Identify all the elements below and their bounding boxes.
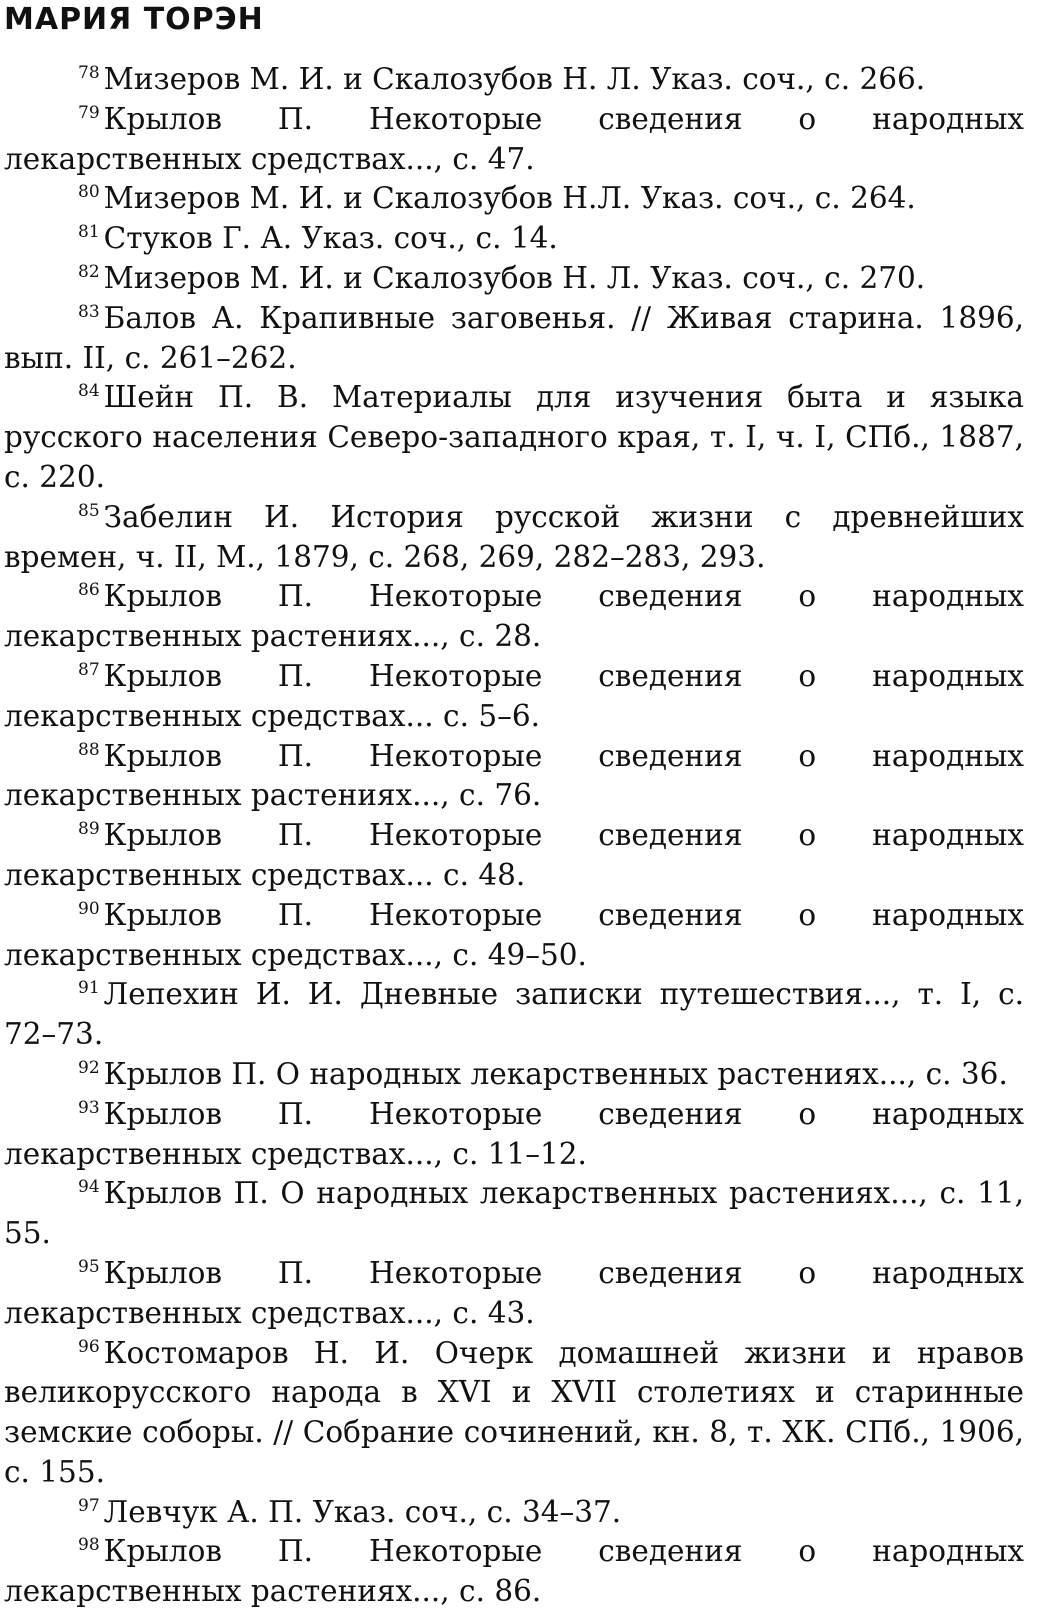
footnote	[4, 1055, 1024, 1095]
footnote-number: 86	[78, 580, 100, 601]
footnote-number: 95	[78, 1256, 100, 1277]
footnote	[4, 1095, 1024, 1175]
running-head: МАРИЯ ТОРЭН	[4, 2, 264, 37]
footnote	[4, 1493, 1024, 1533]
footnote-number: 91	[78, 978, 100, 999]
footnote-number: 82	[78, 261, 100, 282]
footnote-text: Крылов П. О народных лекарственных растениях..., с. 36.	[103, 1056, 1008, 1091]
footnote	[4, 1254, 1024, 1334]
footnote	[4, 1174, 1024, 1254]
footnote-number: 89	[78, 819, 100, 840]
footnote-text: Мизеров М. И. и Скалозубов Н.Л. Указ. соч., с. 264.	[103, 181, 916, 216]
footnotes	[4, 60, 1024, 1612]
footnote-text: Крылов П. Некоторые сведения о народных лекарственных средствах..., с. 11–12.	[4, 1096, 1024, 1171]
footnote-text: Крылов П. Некоторые сведения о народных лекарственных средствах..., с. 43.	[4, 1255, 1024, 1330]
footnote	[4, 498, 1024, 578]
footnote-text: Забелин И. История русской жизни с древнейших времен, ч. II, М., 1879, с. 268, 269, 282–283, 293.	[4, 499, 1024, 574]
footnote	[4, 259, 1024, 299]
footnote-number: 88	[78, 739, 100, 760]
footnote-text: Крылов П. Некоторые сведения о народных лекарственных средствах..., с. 49–50.	[4, 897, 1024, 972]
footnote	[4, 975, 1024, 1055]
footnote-text: Крылов П. О народных лекарственных растениях..., с. 11, 55.	[4, 1176, 1024, 1251]
footnote-number: 94	[78, 1177, 100, 1198]
footnote	[4, 100, 1024, 180]
footnote-text: Мизеров М. И. и Скалозубов Н. Л. Указ. соч., с. 266.	[103, 62, 926, 96]
footnote-text: Крылов П. Некоторые сведения о народных лекарственных средствах..., с. 47.	[4, 101, 1024, 176]
footnote	[4, 1532, 1024, 1612]
footnote-text: Крылов П. Некоторые сведения о народных лекарственных средствах... с. 48.	[4, 818, 1024, 892]
footnote-text: Балов А. Крапивные заговенья. // Живая старина. 1896, вып. II, с. 261–262.	[4, 300, 1024, 375]
footnote-text: Стуков Г. А. Указ. соч., с. 14.	[103, 221, 558, 256]
footnote-text: Крылов П. Некоторые сведения о народных лекарственных растениях..., с. 28.	[4, 579, 1024, 654]
footnote-number: 85	[78, 500, 100, 521]
footnote-number: 78	[78, 63, 100, 83]
footnote	[4, 60, 1024, 100]
footnote-text: Левчук А. П. Указ. соч., с. 34–37.	[103, 1494, 622, 1529]
footnote	[4, 657, 1024, 737]
footnote	[4, 179, 1024, 219]
footnote	[4, 378, 1024, 497]
footnote-number: 97	[78, 1495, 100, 1516]
footnote-text: Крылов П. Некоторые сведения о народных лекарственных растениях..., с. 86.	[4, 1534, 1024, 1609]
footnote-number: 80	[78, 182, 100, 203]
footnote-number: 87	[78, 659, 100, 680]
footnote-number: 79	[78, 102, 100, 123]
footnote-number: 93	[78, 1097, 100, 1118]
footnote	[4, 1334, 1024, 1493]
footnote-number: 92	[78, 1057, 100, 1078]
footnote-text: Костомаров Н. И. Очерк домашней жизни и нравов великорусского народа в XVI и XVII столетиях и старинные земские соборы. // Собрание сочинений, кн. 8, т. ХК. СПб., 1906, с. 155.	[4, 1335, 1024, 1489]
footnote-number: 84	[78, 381, 100, 402]
footnote	[4, 299, 1024, 379]
footnote-text: Крылов П. Некоторые сведения о народных лекарственных растениях..., с. 76.	[4, 738, 1024, 813]
footnote	[4, 737, 1024, 817]
footnote-text: Шейн П. В. Материалы для изучения быта и языка русского населения Северо-западного края, т. I, ч. I, СПб., 1887, с. 220.	[4, 380, 1024, 494]
footnote-text: Мизеров М. И. и Скалозубов Н. Л. Указ. соч., с. 270.	[103, 260, 926, 295]
footnote-text: Крылов П. Некоторые сведения о народных лекарственных средствах... с. 5–6.	[4, 658, 1024, 733]
footnote	[4, 816, 1024, 896]
footnote-number: 90	[78, 898, 100, 919]
footnote	[4, 577, 1024, 657]
footnote	[4, 219, 1024, 259]
footnote-number: 83	[78, 301, 100, 322]
footnote-text: Лепехин И. И. Дневные записки путешествия..., т. I, с. 72–73.	[4, 977, 1024, 1052]
footnote	[4, 896, 1024, 976]
footnote-number: 98	[78, 1535, 100, 1556]
footnote-number: 96	[78, 1336, 100, 1357]
footnote-number: 81	[78, 222, 100, 243]
